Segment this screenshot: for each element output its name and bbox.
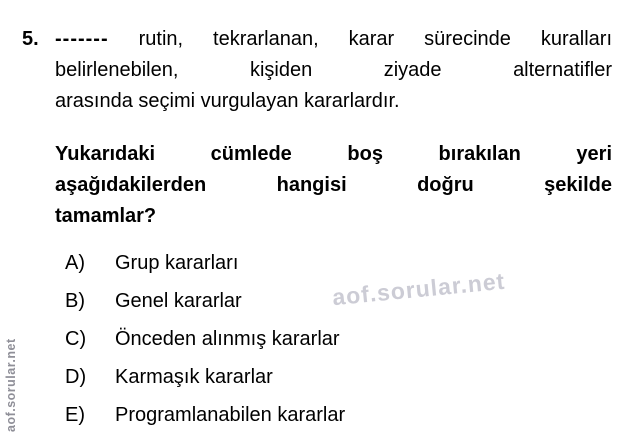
option-letter: B) [65, 289, 85, 312]
option-text: Önceden alınmış kararlar [115, 327, 340, 350]
question-text-line [55, 24, 612, 55]
question-stem [55, 139, 612, 232]
options-list [65, 244, 636, 434]
option-letter: C) [65, 327, 87, 350]
option-row-a [65, 244, 636, 282]
left-watermark: aof.sorular.net [4, 338, 18, 432]
question-text [55, 24, 612, 117]
question-row [0, 0, 636, 117]
option-letter: E) [65, 403, 85, 426]
option-text: Karmaşık kararlar [115, 365, 273, 388]
question-number: 5. [22, 28, 39, 50]
option-row-e [65, 396, 636, 434]
question-text-line: belirlenebilen, kişiden ziyade alternatifler [55, 59, 612, 81]
option-letter: A) [65, 251, 85, 274]
stem-line: tamamlar? [55, 205, 157, 227]
option-row-b [65, 282, 636, 320]
stem-line: aşağıdakilerden hangisi doğru şekilde [55, 174, 612, 196]
option-row-d [65, 358, 636, 396]
question-blank: ------- [55, 28, 109, 50]
option-text: Grup kararları [115, 251, 239, 274]
question-text-line-rest: rutin, tekrarlanan, karar sürecinde kuralları [138, 28, 612, 50]
center-watermark: aof.sorular.net [331, 267, 507, 311]
question-text-line: arasında seçimi vurgulayan kararlardır. [55, 90, 400, 112]
option-text: Programlanabilen kararlar [115, 403, 346, 426]
stem-line: Yukarıdaki cümlede boş bırakılan yeri [55, 143, 612, 165]
option-text: Genel kararlar [115, 289, 242, 312]
option-letter: D) [65, 365, 87, 388]
option-row-c [65, 320, 636, 358]
